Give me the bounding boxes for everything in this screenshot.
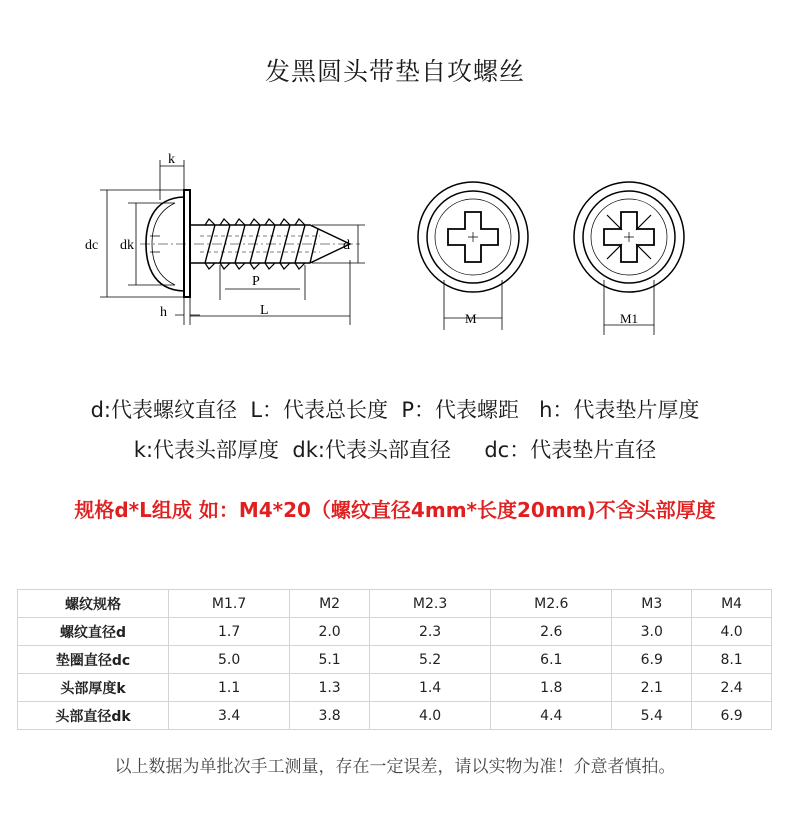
dimension-lines [100,160,365,325]
page-title: 发黑圆头带垫自攻螺丝 [264,57,525,86]
legend-line-1: d:代表螺纹直径 L：代表总长度 P：代表螺距 h：代表垫片厚度 [90,398,700,422]
table-cell: 6.9 [692,702,772,730]
row-label: 头部厚度k [18,674,169,702]
table-row [18,702,772,730]
table-cell: 4.0 [692,618,772,646]
label-d: d [343,238,350,253]
head-view-phillips [418,182,528,330]
table-cell: 3.0 [612,618,692,646]
table-cell: 6.9 [612,646,692,674]
label-p: P [252,274,260,289]
label-dk: dk [120,238,134,253]
table-header-label: 螺纹规格 [18,590,169,618]
table-cell: 2.1 [612,674,692,702]
table-cell: 4.4 [491,702,612,730]
row-label: 头部直径dk [18,702,169,730]
table-header-cell: M2 [290,590,370,618]
table-cell: 5.4 [612,702,692,730]
label-l: L [260,303,269,318]
table-cell: 2.0 [290,618,370,646]
table-cell: 1.3 [290,674,370,702]
label-k: k [168,152,175,167]
table-row [18,674,772,702]
table-header-row [18,590,772,618]
table-header-cell: M1.7 [169,590,290,618]
table-row [18,618,772,646]
label-m: M [465,311,477,326]
table-cell: 3.4 [169,702,290,730]
label-dc: dc [85,238,99,253]
label-h: h [160,305,167,320]
table-header-cell: M2.6 [491,590,612,618]
screw-diagram [0,140,790,340]
table-cell: 3.8 [290,702,370,730]
table-cell: 2.4 [692,674,772,702]
row-label: 螺纹直径d [18,618,169,646]
table-cell: 1.7 [169,618,290,646]
head-view-pozidriv [574,182,684,335]
table-cell: 4.0 [369,702,490,730]
table-cell: 5.1 [290,646,370,674]
screw-side-view [140,190,360,297]
table-cell: 5.0 [169,646,290,674]
label-m1: M1 [620,311,639,326]
table-header-cell: M3 [612,590,692,618]
legend-line-2: k:代表头部厚度 dk:代表头部直径 dc：代表垫片直径 [133,438,657,462]
spec-note: 规格d*L组成 如：M4*20（螺纹直径4mm*长度20mm)不含头部厚度 [74,498,716,522]
spec-table [17,589,772,730]
table-cell: 1.8 [491,674,612,702]
table-cell: 2.6 [491,618,612,646]
row-label: 垫圈直径dc [18,646,169,674]
disclaimer-note: 以上数据为单批次手工测量，存在一定误差，请以实物为准！介意者慎拍。 [114,757,676,777]
table-cell: 5.2 [369,646,490,674]
table-cell: 2.3 [369,618,490,646]
table-cell: 1.1 [169,674,290,702]
table-header-cell: M2.3 [369,590,490,618]
table-cell: 6.1 [491,646,612,674]
table-cell: 8.1 [692,646,772,674]
table-cell: 1.4 [369,674,490,702]
table-header-cell: M4 [692,590,772,618]
table-row [18,646,772,674]
